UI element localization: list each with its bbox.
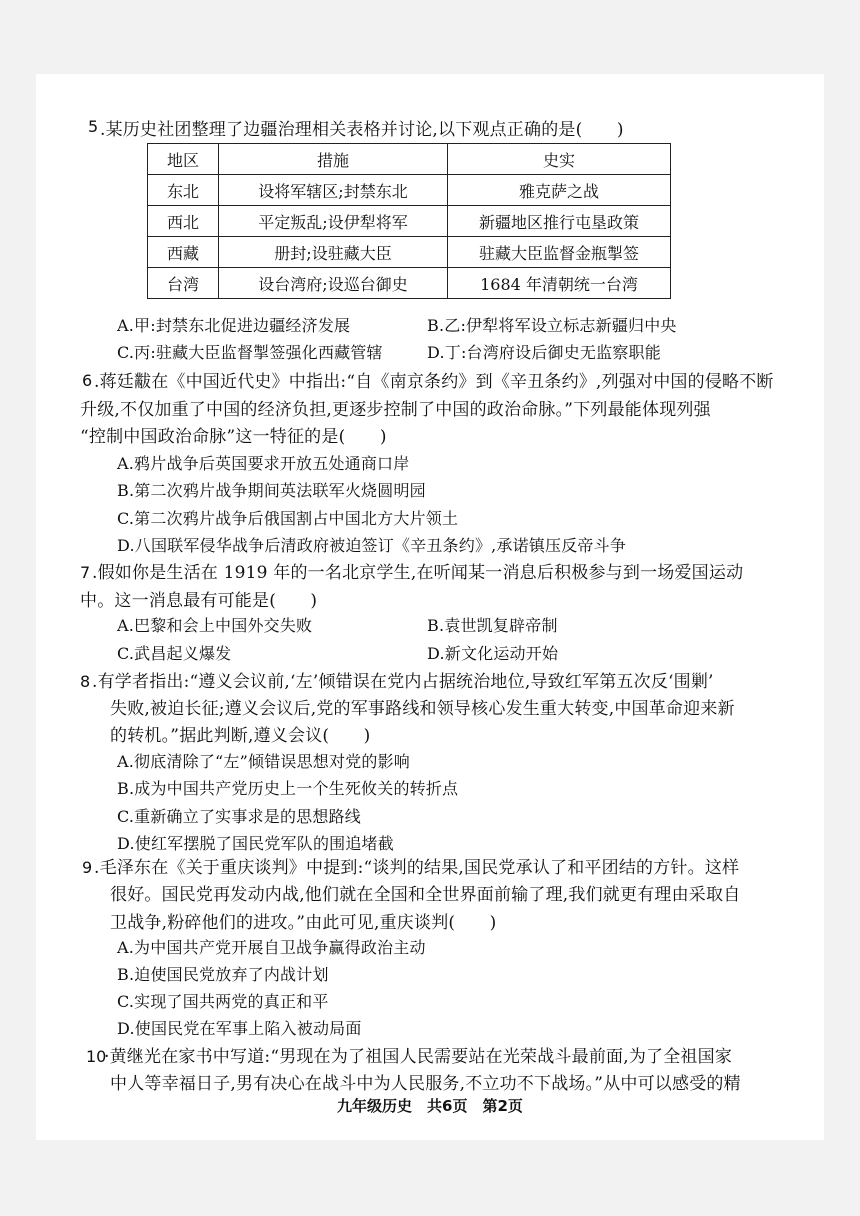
question-6-option-c: C.第二次鸦片战争后俄国割占中国北方大片领土	[117, 509, 459, 528]
question-9-option-c: C.实现了国共两党的真正和平	[117, 992, 329, 1011]
table-header-cell: 地区	[148, 144, 219, 175]
question-5-option-d: D.丁:台湾府设后御史无监察职能	[427, 343, 661, 362]
table-row	[148, 237, 671, 268]
question-9-line-3: 卫战争,粉碎他们的进攻。”由此可见,重庆谈判( )	[110, 913, 497, 933]
table-cell: 平定叛乱;设伊犁将军	[219, 206, 448, 237]
page-footer: 九年级历史 共6页 第2页	[337, 1097, 523, 1115]
question-9-option-a: A.为中国共产党开展自卫战争赢得政治主动	[117, 938, 426, 957]
table-header-row	[148, 144, 671, 175]
question-10-line-1: ·黄继光在家书中写道:“男现在为了祖国人民需要站在光荣战斗最前面,为了全祖国家	[104, 1047, 733, 1067]
table-cell: 驻藏大臣监督金瓶掣签	[448, 237, 671, 268]
question-9-option-b: B.迫使国民党放弃了内战计划	[117, 965, 329, 984]
table-row	[148, 206, 671, 237]
question-5-option-a: A.甲:封禁东北促进边疆经济发展	[117, 316, 351, 335]
table-cell: 设台湾府;设巡台御史	[219, 268, 448, 299]
table-cell: 雅克萨之战	[448, 175, 671, 206]
question-6-line-2: 升级,不仅加重了中国的经济负担,更逐步控制了中国的政治命脉。”下列最能体现列强	[80, 400, 711, 420]
table-cell: 台湾	[148, 268, 219, 299]
question-8-option-c: C.重新确立了实事求是的思想路线	[117, 807, 361, 826]
table-header-cell: 史实	[448, 144, 671, 175]
question-5-stem: .某历史社团整理了边疆治理相关表格并讨论,以下观点正确的是( )	[100, 120, 624, 140]
question-9-line-1: .毛泽东在《关于重庆谈判》中提到:“谈判的结果,国民党承认了和平团结的方针。这样	[94, 858, 740, 878]
question-7-option-c: C.武昌起义爆发	[117, 644, 232, 663]
frontier-governance-table	[147, 143, 671, 299]
question-9-number: 9	[82, 858, 93, 877]
question-9-line-2: 很好。国民党再发动内战,他们就在全国和全世界面前输了理,我们就更有理由采取自	[110, 885, 741, 905]
question-6-number: 6	[82, 371, 93, 390]
question-7-number: 7	[80, 563, 91, 582]
question-8-line-3: 的转机。”据此判断,遵义会议( )	[110, 726, 371, 746]
question-7-option-b: B.袁世凯复辟帝制	[427, 616, 558, 635]
question-6-option-d: D.八国联军侵华战争后清政府被迫签订《辛丑条约》,承诺镇压反帝斗争	[117, 536, 627, 555]
question-9-option-d: D.使国民党在军事上陷入被动局面	[117, 1019, 362, 1038]
question-5-option-c: C.丙:驻藏大臣监督掣签强化西藏管辖	[117, 343, 383, 362]
table-cell: 1684 年清朝统一台湾	[448, 268, 671, 299]
question-8-option-a: A.彻底清除了“左”倾错误思想对党的影响	[117, 752, 411, 771]
question-7-line-2: 中。这一消息最有可能是( )	[80, 591, 318, 611]
table-cell: 西藏	[148, 237, 219, 268]
question-5-option-b: B.乙:伊犁将军设立标志新疆归中央	[427, 316, 677, 335]
question-8-line-2: 失败,被迫长征;遵义会议后,党的军事路线和领导核心发生重大转变,中国革命迎来新	[110, 699, 735, 719]
question-6-line-1: .蒋廷黻在《中国近代史》中指出:“自《南京条约》到《辛丑条约》,列强对中国的侵略不断	[94, 372, 774, 392]
table-row	[148, 175, 671, 206]
table-cell: 东北	[148, 175, 219, 206]
question-7-option-d: D.新文化运动开始	[427, 644, 559, 663]
table-row	[148, 268, 671, 299]
question-10-number: 10	[86, 1047, 107, 1066]
table-cell: 设将军辖区;封禁东北	[219, 175, 448, 206]
table-cell: 册封;设驻藏大臣	[219, 237, 448, 268]
question-8-line-1: .有学者指出:“遵义会议前,‘左’倾错误在党内占据统治地位,导致红军第五次反‘围剿’	[92, 672, 714, 692]
question-7-line-1: .假如你是生活在 1919 年的一名北京学生,在听闻某一消息后积极参与到一场爱国运动	[92, 563, 744, 583]
question-6-option-b: B.第二次鸦片战争期间英法联军火烧圆明园	[117, 481, 426, 500]
question-8-option-d: D.使红军摆脱了国民党军队的围追堵截	[117, 834, 394, 853]
question-6-option-a: A.鸦片战争后英国要求开放五处通商口岸	[117, 454, 410, 473]
question-8-option-b: B.成为中国共产党历史上一个生死攸关的转折点	[117, 779, 459, 798]
question-8-number: 8	[80, 672, 91, 691]
question-10-line-2: 中人等幸福日子,男有决心在战斗中为人民服务,不立功不下战场。”从中可以感受的精	[110, 1074, 741, 1094]
table-header-cell: 措施	[219, 144, 448, 175]
table-cell: 新疆地区推行屯垦政策	[448, 206, 671, 237]
table-cell: 西北	[148, 206, 219, 237]
question-7-option-a: A.巴黎和会上中国外交失败	[117, 616, 313, 635]
question-6-line-3: “控制中国政治命脉”这一特征的是( )	[80, 427, 387, 447]
question-5-number: 5	[88, 117, 99, 136]
